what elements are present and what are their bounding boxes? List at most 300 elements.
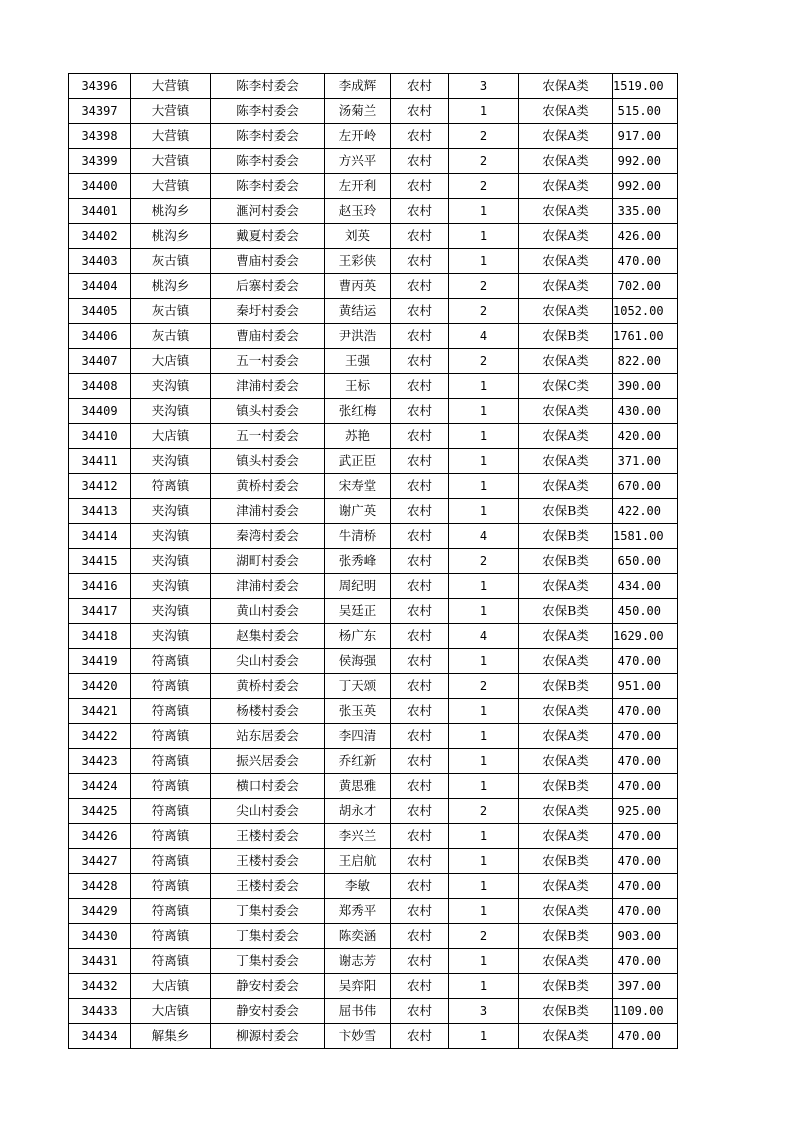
insurance-category-cell: 农保A类 (519, 174, 613, 199)
amount-cell: 903.00 (613, 924, 678, 949)
amount-cell: 371.00 (613, 449, 678, 474)
household-type-cell: 农村 (391, 124, 449, 149)
household-type-cell: 农村 (391, 1024, 449, 1049)
household-type-cell: 农村 (391, 974, 449, 999)
row-id-cell: 34423 (69, 749, 131, 774)
table-row (69, 574, 678, 599)
person-name-cell: 王强 (325, 349, 391, 374)
table-row (69, 374, 678, 399)
amount-cell: 1519.00 (613, 74, 678, 99)
insurance-category-cell: 农保A类 (519, 224, 613, 249)
village-committee-cell: 陈李村委会 (211, 149, 325, 174)
household-type-cell: 农村 (391, 249, 449, 274)
insurance-category-cell: 农保A类 (519, 874, 613, 899)
insurance-category-cell: 农保B类 (519, 674, 613, 699)
village-committee-cell: 王楼村委会 (211, 874, 325, 899)
amount-cell: 470.00 (613, 824, 678, 849)
household-type-cell: 农村 (391, 574, 449, 599)
village-committee-cell: 曹庙村委会 (211, 249, 325, 274)
table-row (69, 874, 678, 899)
township-cell: 夹沟镇 (131, 449, 211, 474)
member-count-cell: 4 (449, 324, 519, 349)
household-type-cell: 农村 (391, 699, 449, 724)
household-type-cell: 农村 (391, 174, 449, 199)
member-count-cell: 1 (449, 724, 519, 749)
township-cell: 桃沟乡 (131, 274, 211, 299)
row-id-cell: 34415 (69, 549, 131, 574)
person-name-cell: 尹洪浩 (325, 324, 391, 349)
member-count-cell: 1 (449, 774, 519, 799)
row-id-cell: 34429 (69, 899, 131, 924)
village-committee-cell: 赵集村委会 (211, 624, 325, 649)
member-count-cell: 1 (449, 224, 519, 249)
amount-cell: 450.00 (613, 599, 678, 624)
row-id-cell: 34405 (69, 299, 131, 324)
person-name-cell: 张红梅 (325, 399, 391, 424)
household-type-cell: 农村 (391, 674, 449, 699)
person-name-cell: 刘英 (325, 224, 391, 249)
table-row (69, 74, 678, 99)
township-cell: 大营镇 (131, 149, 211, 174)
amount-cell: 1761.00 (613, 324, 678, 349)
township-cell: 桃沟乡 (131, 199, 211, 224)
amount-cell: 992.00 (613, 174, 678, 199)
household-type-cell: 农村 (391, 924, 449, 949)
row-id-cell: 34420 (69, 674, 131, 699)
household-type-cell: 农村 (391, 99, 449, 124)
insurance-category-cell: 农保A类 (519, 824, 613, 849)
member-count-cell: 2 (449, 299, 519, 324)
village-committee-cell: 尖山村委会 (211, 799, 325, 824)
row-id-cell: 34416 (69, 574, 131, 599)
amount-cell: 470.00 (613, 949, 678, 974)
person-name-cell: 丁天颂 (325, 674, 391, 699)
village-committee-cell: 戴夏村委会 (211, 224, 325, 249)
person-name-cell: 方兴平 (325, 149, 391, 174)
person-name-cell: 黄思雅 (325, 774, 391, 799)
table-row (69, 949, 678, 974)
township-cell: 符离镇 (131, 649, 211, 674)
village-committee-cell: 曹庙村委会 (211, 324, 325, 349)
amount-cell: 992.00 (613, 149, 678, 174)
row-id-cell: 34409 (69, 399, 131, 424)
township-cell: 灰古镇 (131, 249, 211, 274)
member-count-cell: 1 (449, 99, 519, 124)
table-row (69, 924, 678, 949)
township-cell: 夹沟镇 (131, 399, 211, 424)
household-type-cell: 农村 (391, 874, 449, 899)
insurance-category-cell: 农保B类 (519, 974, 613, 999)
table-row (69, 1024, 678, 1049)
village-committee-cell: 秦湾村委会 (211, 524, 325, 549)
table-row (69, 99, 678, 124)
village-committee-cell: 湖町村委会 (211, 549, 325, 574)
amount-cell: 426.00 (613, 224, 678, 249)
member-count-cell: 1 (449, 649, 519, 674)
table-row (69, 849, 678, 874)
amount-cell: 822.00 (613, 349, 678, 374)
member-count-cell: 1 (449, 249, 519, 274)
township-cell: 夹沟镇 (131, 599, 211, 624)
row-id-cell: 34406 (69, 324, 131, 349)
township-cell: 符离镇 (131, 674, 211, 699)
amount-cell: 670.00 (613, 474, 678, 499)
household-type-cell: 农村 (391, 274, 449, 299)
row-id-cell: 34424 (69, 774, 131, 799)
person-name-cell: 左开岭 (325, 124, 391, 149)
village-committee-cell: 横口村委会 (211, 774, 325, 799)
table-body (69, 74, 678, 1049)
amount-cell: 917.00 (613, 124, 678, 149)
person-name-cell: 李成辉 (325, 74, 391, 99)
household-type-cell: 农村 (391, 749, 449, 774)
insurance-category-cell: 农保A类 (519, 949, 613, 974)
person-name-cell: 武正臣 (325, 449, 391, 474)
table-row (69, 424, 678, 449)
township-cell: 夹沟镇 (131, 374, 211, 399)
member-count-cell: 1 (449, 874, 519, 899)
village-committee-cell: 陈李村委会 (211, 124, 325, 149)
amount-cell: 335.00 (613, 199, 678, 224)
table-row (69, 774, 678, 799)
person-name-cell: 吴弈阳 (325, 974, 391, 999)
table-row (69, 224, 678, 249)
township-cell: 大营镇 (131, 124, 211, 149)
amount-cell: 470.00 (613, 849, 678, 874)
insurance-category-cell: 农保A类 (519, 249, 613, 274)
amount-cell: 1052.00 (613, 299, 678, 324)
village-committee-cell: 镇头村委会 (211, 399, 325, 424)
person-name-cell: 赵玉玲 (325, 199, 391, 224)
member-count-cell: 1 (449, 899, 519, 924)
township-cell: 大店镇 (131, 974, 211, 999)
table-row (69, 474, 678, 499)
insurance-category-cell: 农保B类 (519, 849, 613, 874)
insurance-category-cell: 农保A类 (519, 449, 613, 474)
person-name-cell: 宋寿堂 (325, 474, 391, 499)
member-count-cell: 2 (449, 549, 519, 574)
village-committee-cell: 秦圩村委会 (211, 299, 325, 324)
insurance-category-cell: 农保B类 (519, 599, 613, 624)
township-cell: 大营镇 (131, 174, 211, 199)
table-row (69, 999, 678, 1024)
member-count-cell: 2 (449, 349, 519, 374)
table-row (69, 724, 678, 749)
insurance-category-cell: 农保A类 (519, 474, 613, 499)
village-committee-cell: 津浦村委会 (211, 499, 325, 524)
table-row (69, 149, 678, 174)
village-committee-cell: 丁集村委会 (211, 924, 325, 949)
insurance-category-cell: 农保B类 (519, 324, 613, 349)
amount-cell: 1629.00 (613, 624, 678, 649)
township-cell: 灰古镇 (131, 299, 211, 324)
township-cell: 符离镇 (131, 949, 211, 974)
insurance-category-cell: 农保A类 (519, 124, 613, 149)
village-committee-cell: 黄桥村委会 (211, 474, 325, 499)
member-count-cell: 1 (449, 749, 519, 774)
household-type-cell: 农村 (391, 299, 449, 324)
person-name-cell: 谢志芳 (325, 949, 391, 974)
row-id-cell: 34403 (69, 249, 131, 274)
table-row (69, 824, 678, 849)
township-cell: 大店镇 (131, 349, 211, 374)
township-cell: 符离镇 (131, 724, 211, 749)
township-cell: 夹沟镇 (131, 524, 211, 549)
member-count-cell: 3 (449, 74, 519, 99)
member-count-cell: 1 (449, 574, 519, 599)
row-id-cell: 34414 (69, 524, 131, 549)
row-id-cell: 34428 (69, 874, 131, 899)
insurance-category-cell: 农保A类 (519, 624, 613, 649)
insurance-category-cell: 农保A类 (519, 574, 613, 599)
person-name-cell: 乔红新 (325, 749, 391, 774)
township-cell: 符离镇 (131, 799, 211, 824)
row-id-cell: 34426 (69, 824, 131, 849)
row-id-cell: 34408 (69, 374, 131, 399)
table-row (69, 299, 678, 324)
amount-cell: 422.00 (613, 499, 678, 524)
row-id-cell: 34404 (69, 274, 131, 299)
table-row (69, 124, 678, 149)
insurance-category-cell: 农保A类 (519, 74, 613, 99)
member-count-cell: 1 (449, 824, 519, 849)
row-id-cell: 34410 (69, 424, 131, 449)
village-committee-cell: 王楼村委会 (211, 824, 325, 849)
person-name-cell: 苏艳 (325, 424, 391, 449)
member-count-cell: 2 (449, 924, 519, 949)
household-type-cell: 农村 (391, 799, 449, 824)
person-name-cell: 王标 (325, 374, 391, 399)
village-committee-cell: 王楼村委会 (211, 849, 325, 874)
household-type-cell: 农村 (391, 74, 449, 99)
person-name-cell: 吴廷正 (325, 599, 391, 624)
person-name-cell: 侯海强 (325, 649, 391, 674)
township-cell: 灰古镇 (131, 324, 211, 349)
person-name-cell: 杨广东 (325, 624, 391, 649)
table-row (69, 524, 678, 549)
amount-cell: 702.00 (613, 274, 678, 299)
village-committee-cell: 黄桥村委会 (211, 674, 325, 699)
village-committee-cell: 杨楼村委会 (211, 699, 325, 724)
household-type-cell: 农村 (391, 949, 449, 974)
village-committee-cell: 后寨村委会 (211, 274, 325, 299)
household-type-cell: 农村 (391, 774, 449, 799)
township-cell: 夹沟镇 (131, 624, 211, 649)
household-type-cell: 农村 (391, 999, 449, 1024)
member-count-cell: 1 (449, 499, 519, 524)
row-id-cell: 34400 (69, 174, 131, 199)
member-count-cell: 2 (449, 124, 519, 149)
village-committee-cell: 五一村委会 (211, 349, 325, 374)
household-type-cell: 农村 (391, 624, 449, 649)
amount-cell: 470.00 (613, 899, 678, 924)
insurance-category-cell: 农保B类 (519, 549, 613, 574)
insurance-category-cell: 农保A类 (519, 799, 613, 824)
household-type-cell: 农村 (391, 374, 449, 399)
table-row (69, 899, 678, 924)
member-count-cell: 1 (449, 399, 519, 424)
person-name-cell: 张秀峰 (325, 549, 391, 574)
row-id-cell: 34412 (69, 474, 131, 499)
insurance-category-cell: 农保B类 (519, 999, 613, 1024)
insurance-category-cell: 农保B类 (519, 524, 613, 549)
insurance-category-cell: 农保A类 (519, 399, 613, 424)
person-name-cell: 李四清 (325, 724, 391, 749)
member-count-cell: 3 (449, 999, 519, 1024)
subsidy-table (68, 73, 678, 1049)
township-cell: 夹沟镇 (131, 574, 211, 599)
township-cell: 符离镇 (131, 749, 211, 774)
member-count-cell: 1 (449, 474, 519, 499)
insurance-category-cell: 农保A类 (519, 349, 613, 374)
insurance-category-cell: 农保B类 (519, 499, 613, 524)
insurance-category-cell: 农保C类 (519, 374, 613, 399)
township-cell: 大店镇 (131, 424, 211, 449)
member-count-cell: 1 (449, 424, 519, 449)
person-name-cell: 曹丙英 (325, 274, 391, 299)
member-count-cell: 1 (449, 849, 519, 874)
household-type-cell: 农村 (391, 599, 449, 624)
household-type-cell: 农村 (391, 349, 449, 374)
member-count-cell: 1 (449, 699, 519, 724)
person-name-cell: 卞妙雪 (325, 1024, 391, 1049)
household-type-cell: 农村 (391, 224, 449, 249)
insurance-category-cell: 农保A类 (519, 299, 613, 324)
table-row (69, 699, 678, 724)
household-type-cell: 农村 (391, 524, 449, 549)
table-row (69, 749, 678, 774)
row-id-cell: 34418 (69, 624, 131, 649)
member-count-cell: 2 (449, 174, 519, 199)
row-id-cell: 34399 (69, 149, 131, 174)
row-id-cell: 34398 (69, 124, 131, 149)
amount-cell: 390.00 (613, 374, 678, 399)
row-id-cell: 34401 (69, 199, 131, 224)
township-cell: 符离镇 (131, 699, 211, 724)
amount-cell: 925.00 (613, 799, 678, 824)
household-type-cell: 农村 (391, 849, 449, 874)
insurance-category-cell: 农保A类 (519, 749, 613, 774)
township-cell: 夹沟镇 (131, 549, 211, 574)
insurance-category-cell: 农保B类 (519, 924, 613, 949)
person-name-cell: 张玉英 (325, 699, 391, 724)
row-id-cell: 34421 (69, 699, 131, 724)
insurance-category-cell: 农保A类 (519, 1024, 613, 1049)
amount-cell: 515.00 (613, 99, 678, 124)
household-type-cell: 农村 (391, 824, 449, 849)
village-committee-cell: 站东居委会 (211, 724, 325, 749)
household-type-cell: 农村 (391, 499, 449, 524)
amount-cell: 650.00 (613, 549, 678, 574)
member-count-cell: 2 (449, 274, 519, 299)
row-id-cell: 34431 (69, 949, 131, 974)
row-id-cell: 34402 (69, 224, 131, 249)
village-committee-cell: 陈李村委会 (211, 99, 325, 124)
person-name-cell: 牛清桥 (325, 524, 391, 549)
amount-cell: 470.00 (613, 749, 678, 774)
member-count-cell: 2 (449, 149, 519, 174)
insurance-category-cell: 农保A类 (519, 649, 613, 674)
township-cell: 符离镇 (131, 824, 211, 849)
table-row (69, 249, 678, 274)
row-id-cell: 34397 (69, 99, 131, 124)
insurance-category-cell: 农保A类 (519, 699, 613, 724)
table-row (69, 199, 678, 224)
row-id-cell: 34411 (69, 449, 131, 474)
table-row (69, 399, 678, 424)
village-committee-cell: 津浦村委会 (211, 374, 325, 399)
row-id-cell: 34432 (69, 974, 131, 999)
household-type-cell: 农村 (391, 324, 449, 349)
table-row (69, 174, 678, 199)
insurance-category-cell: 农保A类 (519, 149, 613, 174)
township-cell: 符离镇 (131, 924, 211, 949)
row-id-cell: 34413 (69, 499, 131, 524)
township-cell: 夹沟镇 (131, 499, 211, 524)
member-count-cell: 4 (449, 524, 519, 549)
amount-cell: 470.00 (613, 699, 678, 724)
table-row (69, 799, 678, 824)
village-committee-cell: 陈李村委会 (211, 74, 325, 99)
amount-cell: 1581.00 (613, 524, 678, 549)
township-cell: 符离镇 (131, 774, 211, 799)
household-type-cell: 农村 (391, 399, 449, 424)
household-type-cell: 农村 (391, 449, 449, 474)
table-row (69, 499, 678, 524)
member-count-cell: 2 (449, 799, 519, 824)
table-row (69, 449, 678, 474)
member-count-cell: 1 (449, 1024, 519, 1049)
village-committee-cell: 柳源村委会 (211, 1024, 325, 1049)
row-id-cell: 34417 (69, 599, 131, 624)
township-cell: 大店镇 (131, 999, 211, 1024)
village-committee-cell: 丁集村委会 (211, 899, 325, 924)
amount-cell: 434.00 (613, 574, 678, 599)
table-row (69, 324, 678, 349)
household-type-cell: 农村 (391, 899, 449, 924)
amount-cell: 420.00 (613, 424, 678, 449)
village-committee-cell: 黄山村委会 (211, 599, 325, 624)
member-count-cell: 1 (449, 599, 519, 624)
amount-cell: 397.00 (613, 974, 678, 999)
row-id-cell: 34434 (69, 1024, 131, 1049)
person-name-cell: 周纪明 (325, 574, 391, 599)
village-committee-cell: 振兴居委会 (211, 749, 325, 774)
person-name-cell: 陈奕涵 (325, 924, 391, 949)
table-row (69, 974, 678, 999)
village-committee-cell: 尖山村委会 (211, 649, 325, 674)
member-count-cell: 1 (449, 199, 519, 224)
row-id-cell: 34425 (69, 799, 131, 824)
person-name-cell: 屈书伟 (325, 999, 391, 1024)
township-cell: 桃沟乡 (131, 224, 211, 249)
township-cell: 解集乡 (131, 1024, 211, 1049)
amount-cell: 470.00 (613, 724, 678, 749)
amount-cell: 470.00 (613, 649, 678, 674)
person-name-cell: 胡永才 (325, 799, 391, 824)
village-committee-cell: 静安村委会 (211, 999, 325, 1024)
table-row (69, 349, 678, 374)
village-committee-cell: 丁集村委会 (211, 949, 325, 974)
insurance-category-cell: 农保A类 (519, 274, 613, 299)
insurance-category-cell: 农保A类 (519, 199, 613, 224)
village-committee-cell: 陈李村委会 (211, 174, 325, 199)
township-cell: 符离镇 (131, 474, 211, 499)
row-id-cell: 34430 (69, 924, 131, 949)
village-committee-cell: 滙河村委会 (211, 199, 325, 224)
township-cell: 符离镇 (131, 849, 211, 874)
household-type-cell: 农村 (391, 549, 449, 574)
